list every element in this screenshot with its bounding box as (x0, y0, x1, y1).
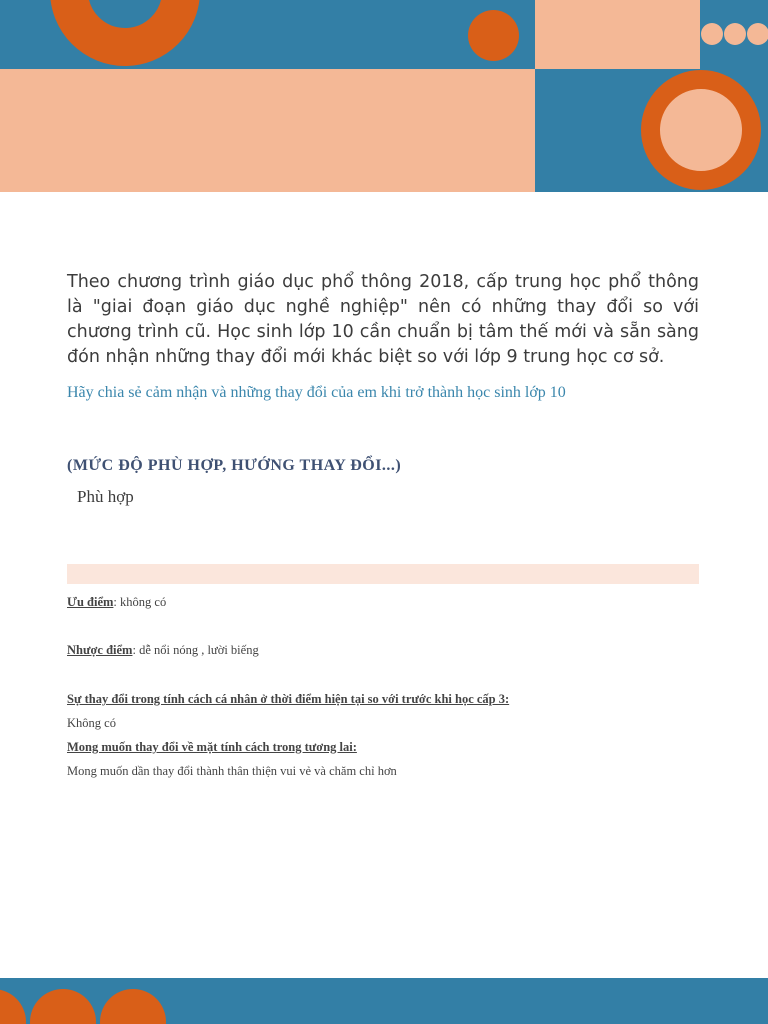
footer-decoration (0, 978, 768, 1024)
orange-circle-shape (468, 10, 519, 61)
orange-circle-shape (30, 989, 96, 1024)
personality-change-label-line (67, 692, 509, 707)
orange-circle-shape (0, 989, 26, 1024)
criteria-answer: Phù hợp (77, 487, 134, 506)
peach-dot-shape (747, 23, 768, 45)
peach-dot-shape (724, 23, 746, 45)
future-wish-label-line (67, 740, 357, 755)
weaknesses-line (67, 643, 259, 658)
future-wish-value: Mong muốn dần thay đổi thành thân thiện vui vẻ và chăm chỉ hơn (67, 764, 397, 778)
strengths-line (67, 595, 166, 610)
intro-paragraph: Theo chương trình giáo dục phổ thông 2018, cấp trung học phổ thông là "giai đoạn giáo dục nghề nghiệp" nên có những thay đổi so với chương trình cũ. Học sinh lớp 10 cần chuẩn bị tâm thế mới và sẵn sàng đón nhận những thay đổi mới khác biệt so với lớp 9 trung học cơ sở. (67, 272, 699, 367)
prompt-text: Hãy chia sẻ cảm nhận và những thay đổi của em khi trở thành học sinh lớp 10 (67, 384, 566, 401)
weaknesses-label: Nhược điểm (67, 643, 133, 657)
orange-circle-shape (100, 989, 166, 1024)
personality-change-label: Sự thay đổi trong tính cách cá nhân ở thời điểm hiện tại so với trước khi học cấp 3: (67, 692, 510, 706)
header-peach-strip (0, 69, 535, 192)
strengths-value: : không có (113, 595, 167, 609)
header-peach-square (535, 0, 700, 69)
criteria-heading: (MỨC ĐỘ PHÙ HỢP, HƯỚNG THAY ĐỔI...) (67, 457, 402, 474)
header-decoration (0, 0, 768, 192)
strengths-label: Ưu điểm (67, 595, 114, 609)
personality-change-value: Không có (67, 716, 116, 730)
future-wish-label: Mong muốn thay đổi về mặt tính cách trong tương lai: (67, 740, 357, 754)
orange-ring-shape (641, 70, 761, 190)
peach-dot-shape (701, 23, 723, 45)
weaknesses-value: : dễ nổi nóng , lười biếng (132, 643, 259, 657)
section-divider (67, 564, 699, 584)
